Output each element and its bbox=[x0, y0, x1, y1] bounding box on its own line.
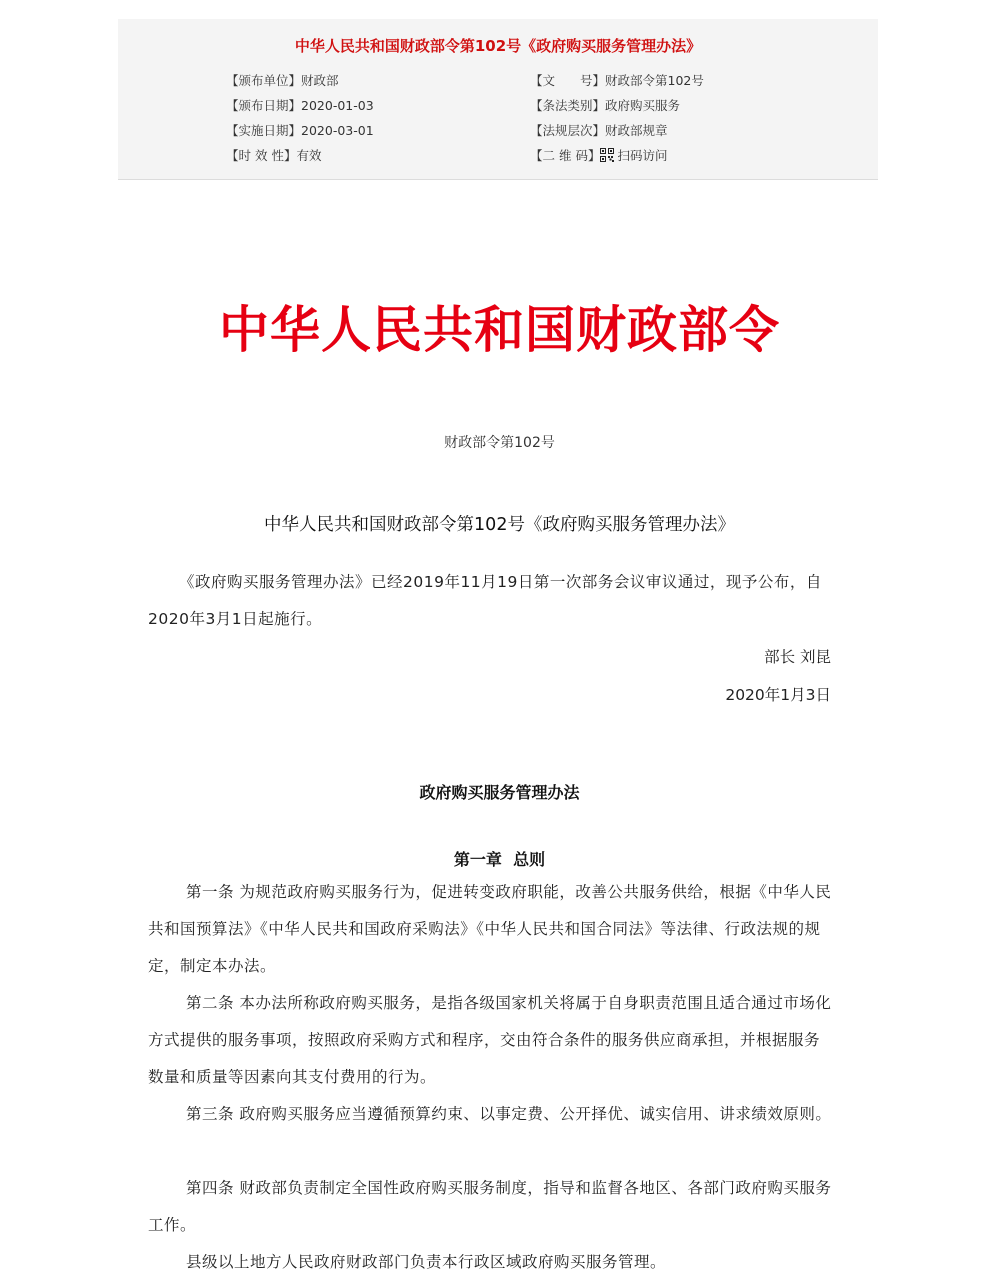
meta-value: 政府购买服务 bbox=[605, 98, 681, 113]
meta-key: 【文 号】 bbox=[530, 73, 606, 88]
meta-key: 【二 维 码】 bbox=[530, 148, 601, 163]
article-1: 第一条 为规范政府购买服务行为，促进转变政府职能，改善公共服务供给，根据《中华人民共和国预算法》《中华人民共和国政府采购法》《中华人民共和国合同法》等法律、行政法规的规定，制定本办法。 bbox=[148, 883, 832, 975]
meta-key: 【时 效 性】 bbox=[226, 148, 297, 163]
meta-key: 【颁布日期】 bbox=[226, 98, 302, 113]
document-title: 中华人民共和国财政部令第102号《政府购买服务管理办法》 bbox=[264, 515, 735, 535]
meta-value: 财政部 bbox=[301, 73, 339, 88]
meta-value: 有效 bbox=[296, 148, 322, 163]
meta-value: 2020-03-01 bbox=[301, 123, 374, 138]
meta-issuer bbox=[226, 71, 339, 89]
meta-title: 中华人民共和国财政部令第102号《政府购买服务管理办法》 bbox=[294, 37, 702, 55]
meta-value: 2020-01-03 bbox=[301, 98, 374, 113]
meta-validity bbox=[226, 146, 321, 164]
meta-doc-number bbox=[530, 71, 704, 89]
meta-key: 【法规层次】 bbox=[530, 123, 606, 138]
meta-panel bbox=[118, 19, 878, 180]
article-3: 第三条 政府购买服务应当遵循预算约束、以事定费、公开择优、诚实信用、讲求绩效原则。 bbox=[186, 1105, 832, 1123]
red-letterhead-title: 中华人民共和国财政部令 bbox=[219, 300, 780, 359]
meta-category bbox=[530, 96, 680, 114]
signer: 部长 刘昆 bbox=[764, 648, 831, 666]
article-4-paragraph-2: 县级以上地方人民政府财政部门负责本行政区域政府购买服务管理。 bbox=[186, 1253, 667, 1271]
meta-key: 【颁布单位】 bbox=[226, 73, 302, 88]
document-number: 财政部令第102号 bbox=[444, 435, 555, 451]
meta-value: 财政部令第102号 bbox=[605, 73, 704, 88]
meta-key: 【实施日期】 bbox=[226, 123, 302, 138]
qr-code-icon[interactable] bbox=[600, 148, 614, 162]
meta-value: 财政部规章 bbox=[605, 123, 668, 138]
qr-scan-link[interactable]: 扫码访问 bbox=[617, 148, 668, 163]
article-4: 第四条 财政部负责制定全国性政府购买服务制度，指导和监督各地区、各部门政府购买服务工作。 bbox=[148, 1179, 832, 1234]
meta-issue-date bbox=[226, 96, 374, 114]
preamble-text: 《政府购买服务管理办法》已经2019年11月19日第一次部务会议审议通过，现予公布，自2020年3月1日起施行。 bbox=[148, 573, 822, 628]
meta-level bbox=[530, 121, 668, 139]
meta-qrcode bbox=[530, 146, 667, 164]
meta-effective-date bbox=[226, 121, 374, 139]
regulation-title: 政府购买服务管理办法 bbox=[419, 783, 580, 802]
sign-date: 2020年1月3日 bbox=[725, 686, 831, 704]
meta-key: 【条法类别】 bbox=[530, 98, 606, 113]
article-2: 第二条 本办法所称政府购买服务，是指各级国家机关将属于自身职责范围且适合通过市场化方式提供的服务事项，按照政府采购方式和程序，交由符合条件的服务供应商承担，并根据服务数量和质量等因素向其支付费用的行为。 bbox=[148, 994, 832, 1086]
chapter-heading: 第一章 总则 bbox=[453, 850, 546, 869]
